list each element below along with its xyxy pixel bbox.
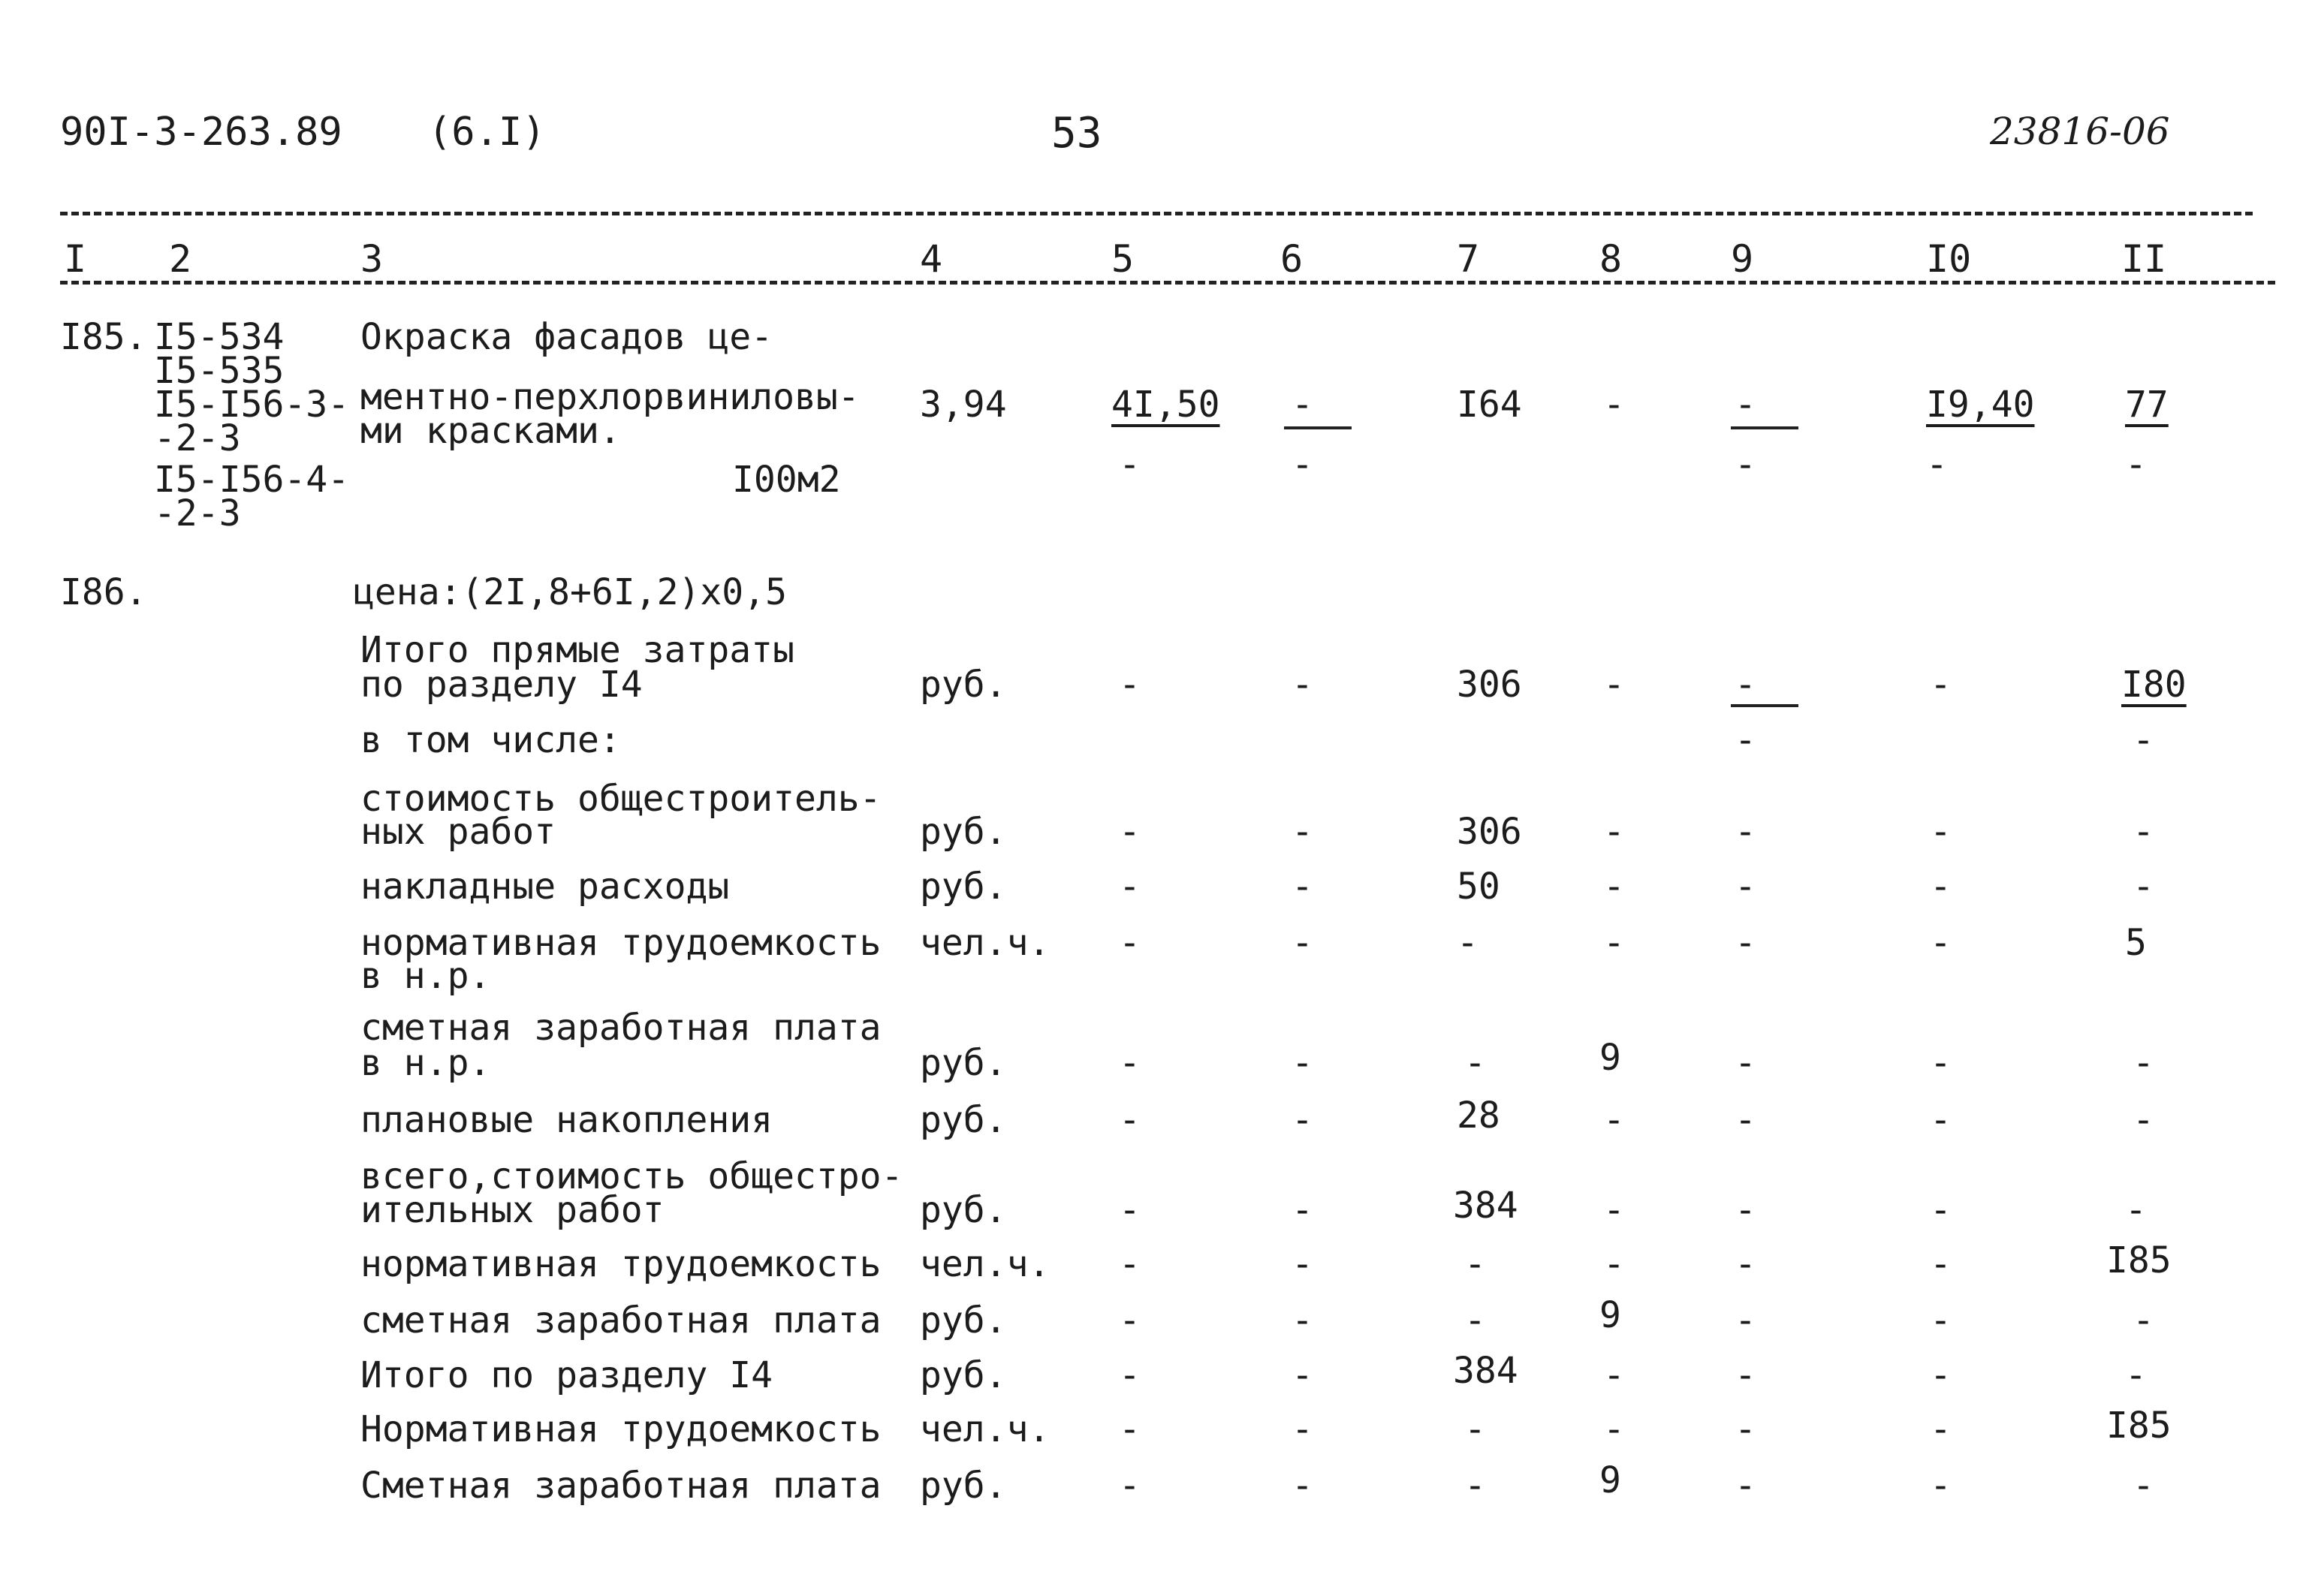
row-c7: - bbox=[1464, 1465, 1486, 1507]
row-c7: 50 bbox=[1457, 866, 1500, 908]
page-number: 53 bbox=[1051, 109, 1102, 158]
row-c7: 28 bbox=[1457, 1095, 1500, 1137]
row-label: по разделу I4 bbox=[360, 664, 643, 706]
row-c5: - bbox=[1119, 1042, 1141, 1084]
row-c9: - bbox=[1735, 922, 1756, 964]
col6-value: - bbox=[1292, 384, 1313, 426]
row-c10: - bbox=[1930, 664, 1952, 706]
row-c6: - bbox=[1292, 811, 1313, 853]
row-c6: - bbox=[1292, 1408, 1313, 1450]
row-c7: 306 bbox=[1457, 664, 1522, 706]
row-label: Итого по разделу I4 bbox=[360, 1354, 773, 1396]
col6-underline bbox=[1284, 426, 1352, 429]
item-number: I85. bbox=[60, 316, 147, 358]
row-c9: - bbox=[1735, 719, 1756, 761]
row-c8: - bbox=[1603, 1189, 1625, 1231]
row-c5: - bbox=[1119, 1099, 1141, 1141]
row-c8: 9 bbox=[1599, 1294, 1621, 1336]
col7-value: I64 bbox=[1457, 384, 1522, 426]
row-c11: - bbox=[2133, 1465, 2154, 1507]
row-label: сметная заработная плата bbox=[360, 1299, 882, 1342]
row-label: всего,стоимость общестро- bbox=[360, 1155, 903, 1197]
col9-sub: - bbox=[1735, 444, 1756, 486]
row-c11: - bbox=[2133, 866, 2154, 908]
col8-value: - bbox=[1603, 384, 1625, 426]
col-header-8: 8 bbox=[1599, 237, 1623, 281]
norm-code: I5-I56-4- bbox=[154, 459, 350, 501]
row-c6: - bbox=[1292, 664, 1313, 706]
row-c7: - bbox=[1464, 1243, 1486, 1285]
row-c5: - bbox=[1119, 1189, 1141, 1231]
row-label: Сметная заработная плата bbox=[360, 1465, 882, 1507]
col5-sub: - bbox=[1119, 444, 1141, 486]
row-c9: - bbox=[1735, 1354, 1756, 1396]
row-c7: - bbox=[1464, 1408, 1486, 1450]
row-c10: - bbox=[1930, 1465, 1952, 1507]
row-c6: - bbox=[1292, 1465, 1313, 1507]
row-label: Нормативная трудоемкость bbox=[360, 1408, 882, 1450]
row-c9: - bbox=[1735, 1243, 1756, 1285]
col-header-5: 5 bbox=[1111, 237, 1135, 281]
item-number: I86. bbox=[60, 571, 147, 613]
row-c11: - bbox=[2133, 719, 2154, 761]
row-c10: - bbox=[1930, 1042, 1952, 1084]
row-c11: I85 bbox=[2106, 1239, 2172, 1281]
col11-sub: - bbox=[2125, 444, 2147, 486]
row-c8: - bbox=[1603, 664, 1625, 706]
row-c9: - bbox=[1735, 866, 1756, 908]
measure-unit: I00м2 bbox=[732, 459, 841, 501]
row-unit: руб. bbox=[920, 1099, 1007, 1141]
row-c8: - bbox=[1603, 1099, 1625, 1141]
row-c6: - bbox=[1292, 866, 1313, 908]
row-c8: - bbox=[1603, 1243, 1625, 1285]
row-c5: - bbox=[1119, 811, 1141, 853]
row-c10: - bbox=[1930, 1099, 1952, 1141]
row-c7: - bbox=[1457, 922, 1479, 964]
row-c5: - bbox=[1119, 664, 1141, 706]
row-c8: - bbox=[1603, 1354, 1625, 1396]
row-c8: 9 bbox=[1599, 1037, 1621, 1079]
row-c8: 9 bbox=[1599, 1459, 1621, 1501]
price-formula: цена:(2I,8+6I,2)x0,5 bbox=[353, 571, 787, 613]
handwritten-number: 23816-06 bbox=[1990, 110, 2170, 153]
row-c7: 306 bbox=[1457, 811, 1522, 853]
row-c5: - bbox=[1119, 866, 1141, 908]
row-c5: - bbox=[1119, 1408, 1141, 1450]
row-c11: - bbox=[2133, 811, 2154, 853]
row-c8: - bbox=[1603, 1408, 1625, 1450]
work-description: ми красками. bbox=[360, 410, 621, 452]
row-unit: руб. bbox=[920, 1354, 1007, 1396]
col-header-4: 4 bbox=[920, 237, 943, 281]
col-header-1: I bbox=[64, 237, 87, 281]
row-c6: - bbox=[1292, 1243, 1313, 1285]
row-c10: - bbox=[1930, 1189, 1952, 1231]
col9-underline bbox=[1731, 426, 1798, 429]
work-description: ментно-перхлорвиниловы- bbox=[360, 376, 860, 418]
row-c9: - bbox=[1735, 811, 1756, 853]
row-label: нормативная трудоемкость bbox=[360, 922, 882, 964]
row-c11: - bbox=[2133, 1099, 2154, 1141]
col-header-10: I0 bbox=[1926, 237, 1972, 281]
row-c9: - bbox=[1735, 1465, 1756, 1507]
col-header-11: II bbox=[2121, 237, 2167, 281]
row-c9: - bbox=[1735, 1189, 1756, 1231]
col11-value: 77 bbox=[2125, 384, 2169, 426]
row-c8: - bbox=[1603, 811, 1625, 853]
row-unit: чел.ч. bbox=[920, 922, 1051, 964]
col-header-2: 2 bbox=[169, 237, 192, 281]
row-c10: - bbox=[1930, 811, 1952, 853]
col-header-9: 9 bbox=[1731, 237, 1754, 281]
header-dashed-rule bbox=[60, 281, 2275, 285]
section-number: (6.I) bbox=[428, 110, 546, 155]
row-c6: - bbox=[1292, 1189, 1313, 1231]
row-c11: I80 bbox=[2121, 664, 2187, 706]
row-unit: руб. bbox=[920, 866, 1007, 908]
norm-code: I5-535 bbox=[154, 350, 285, 392]
row-c10: - bbox=[1930, 1299, 1952, 1342]
col-header-7: 7 bbox=[1457, 237, 1480, 281]
row-c9: - bbox=[1735, 1299, 1756, 1342]
top-dashed-rule bbox=[60, 212, 2253, 215]
col10-value: I9,40 bbox=[1926, 384, 2035, 426]
col5-value: 4I,50 bbox=[1111, 384, 1220, 426]
row-c6: - bbox=[1292, 922, 1313, 964]
quantity-value: 3,94 bbox=[920, 384, 1007, 426]
row-label: плановые накопления bbox=[360, 1099, 773, 1141]
row-c10: - bbox=[1930, 1408, 1952, 1450]
row-label: сметная заработная плата bbox=[360, 1007, 882, 1049]
row-label: стоимость общестроитель- bbox=[360, 778, 882, 820]
col9-value: - bbox=[1735, 384, 1756, 426]
row-c11: 5 bbox=[2125, 922, 2147, 964]
row-c10: - bbox=[1930, 1354, 1952, 1396]
row-c11: - bbox=[2125, 1189, 2147, 1231]
row-c8: - bbox=[1603, 866, 1625, 908]
col-header-3: 3 bbox=[360, 237, 384, 281]
row-c10: - bbox=[1930, 922, 1952, 964]
row-c7: 384 bbox=[1453, 1350, 1518, 1392]
row-label: накладные расходы bbox=[360, 866, 730, 908]
row-label: ных работ bbox=[360, 811, 556, 853]
row-c9: - bbox=[1735, 1042, 1756, 1084]
row-c8: - bbox=[1603, 922, 1625, 964]
row-c6: - bbox=[1292, 1099, 1313, 1141]
row-unit: чел.ч. bbox=[920, 1408, 1051, 1450]
row-label: нормативная трудоемкость bbox=[360, 1243, 882, 1285]
row-unit: руб. bbox=[920, 664, 1007, 706]
norm-code: I5-I56-3- bbox=[154, 384, 350, 426]
row-label: ительных работ bbox=[360, 1189, 665, 1231]
row-label: Итого прямые затраты bbox=[360, 629, 794, 671]
col6-sub: - bbox=[1292, 444, 1313, 486]
row-c11: - bbox=[2125, 1354, 2147, 1396]
row-c5: - bbox=[1119, 1354, 1141, 1396]
col-header-6: 6 bbox=[1280, 237, 1304, 281]
norm-code: I5-534 bbox=[154, 316, 285, 358]
row-label: в н.р. bbox=[360, 1042, 491, 1084]
row-c5: - bbox=[1119, 1465, 1141, 1507]
row-c5: - bbox=[1119, 1299, 1141, 1342]
row-c10: - bbox=[1930, 1243, 1952, 1285]
row-c6: - bbox=[1292, 1042, 1313, 1084]
row-c10: - bbox=[1930, 866, 1952, 908]
work-description: Окраска фасадов це- bbox=[360, 316, 773, 358]
row-c11: I85 bbox=[2106, 1405, 2172, 1447]
row-c9: - bbox=[1735, 664, 1756, 706]
row-c9: - bbox=[1735, 1099, 1756, 1141]
row-c6: - bbox=[1292, 1299, 1313, 1342]
row-c7: - bbox=[1464, 1042, 1486, 1084]
row-unit: руб. bbox=[920, 1042, 1007, 1084]
row-c11: - bbox=[2133, 1042, 2154, 1084]
row-c9: - bbox=[1735, 1408, 1756, 1450]
norm-code: -2-3 bbox=[154, 492, 241, 535]
doc-code: 90I-3-263.89 bbox=[60, 110, 342, 155]
row-c5: - bbox=[1119, 1243, 1141, 1285]
row-unit: руб. bbox=[920, 1299, 1007, 1342]
row-c7: 384 bbox=[1453, 1185, 1518, 1227]
row-c11: - bbox=[2133, 1299, 2154, 1342]
row-c5: - bbox=[1119, 922, 1141, 964]
norm-code: -2-3 bbox=[154, 417, 241, 459]
row-label: в н.р. bbox=[360, 955, 491, 997]
row-c6: - bbox=[1292, 1354, 1313, 1396]
col10-sub: - bbox=[1926, 444, 1948, 486]
row-label: в том числе: bbox=[360, 719, 621, 761]
row-unit: чел.ч. bbox=[920, 1243, 1051, 1285]
row-unit: руб. bbox=[920, 811, 1007, 853]
row-c7: - bbox=[1464, 1299, 1486, 1342]
row-unit: руб. bbox=[920, 1465, 1007, 1507]
row-unit: руб. bbox=[920, 1189, 1007, 1231]
